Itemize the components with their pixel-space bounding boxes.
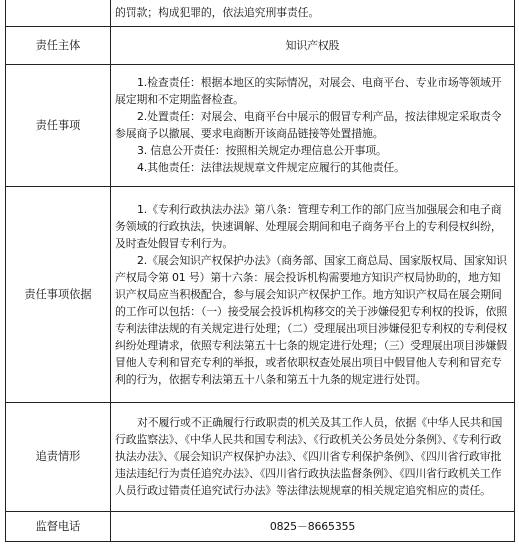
basis-item-1: 1.《专利行政执法办法》第八条：管理专利工作的部门应当加强展会和电子商务领域的行政执法，快速调解、处理展会期间和电子商务平台上的专利侵权纠纷，及时查处假冒专利行为。 xyxy=(115,202,502,250)
accountability-cell xyxy=(111,402,515,511)
table-row-responsibility-items xyxy=(6,64,515,186)
responsibility-item-2: 2.处置责任：对展会、电商平台中展示的假冒专利产品，按法律规定采取责令参展商予以撤展、要求电商断开该商品链接等处置措施。 xyxy=(115,110,502,140)
label-responsibility-items: 责任事项 xyxy=(6,64,111,186)
responsibility-table xyxy=(5,0,515,542)
responsibility-item-4: 4.其他责任：法律法规规章文件规定应履行的其他责任。 xyxy=(137,161,405,174)
label-basis: 责任事项依据 xyxy=(6,186,111,402)
continuation-text: 的罚款；构成犯罪的，依法追究刑事责任。 xyxy=(111,0,515,26)
table-row-continuation xyxy=(6,0,515,26)
table-row-accountability xyxy=(6,402,515,511)
label-responsible-subject: 责任主体 xyxy=(6,26,111,64)
responsibility-item-3: 3. 信息公开责任：按照相关规定办理信息公开事项。 xyxy=(137,144,387,157)
label-hotline: 监督电话 xyxy=(6,511,111,541)
responsibility-item-1: 1.检查责任：根据本地区的实际情况，对展会、电商平台、专业市场等领域开展定期和不定期监督检查。 xyxy=(115,76,502,106)
table-row-responsible-subject xyxy=(6,26,515,64)
responsibility-items-cell xyxy=(111,64,515,186)
responsible-subject-value: 知识产权股 xyxy=(111,26,515,64)
row-label-empty xyxy=(6,0,111,26)
hotline-number: 0825－8665355 xyxy=(111,511,515,541)
basis-item-2: 2.《展会知识产权保护办法》（商务部、国家工商总局、国家版权局、国家知识产权局令第 01 号）第十六条：展会投诉机构需要地方知识产权局协助的，地方知识产权局应当积极配合，参与展会知识产权保护工作。地方知识产权局在展会期间的工作可以包括：（一）接受展会投诉机构移交的关于涉嫌侵犯专利权的投诉，依照专利法律法规的有关规定进行处理；（二）受理展出项目涉嫌侵犯专利权的专利侵权纠纷处理请求，依照专利法第五十七条的规定进行处理；（三）受理展出项目涉嫌假冒他人专利和冒充专利的举报，或者依职权查处展出项目中假冒他人专利和冒充专利的行为，依据专利法第五十八条和第五十九条的规定进行处罚。 xyxy=(115,253,507,386)
basis-cell xyxy=(111,186,515,402)
table-row-hotline xyxy=(6,511,515,541)
label-accountability: 追责情形 xyxy=(6,402,111,511)
accountability-text: 对不履行或不正确履行行政职责的机关及其工作人员，依据《中华人民共和国行政监察法》、《中华人民共和国专利法》、《行政机关公务员处分条例》、《专利行政执法办法》、《展会知识产权保护办法》、《四川省专利保护条例》、《四川省行政审批违法违纪行为责任追究办法》、《四川省行政执法监督条例》、《四川省行政机关工作人员行政过错责任追究试行办法》等法律法规规章的相关规定追究相应的责任。 xyxy=(115,416,503,497)
table-row-basis xyxy=(6,186,515,402)
